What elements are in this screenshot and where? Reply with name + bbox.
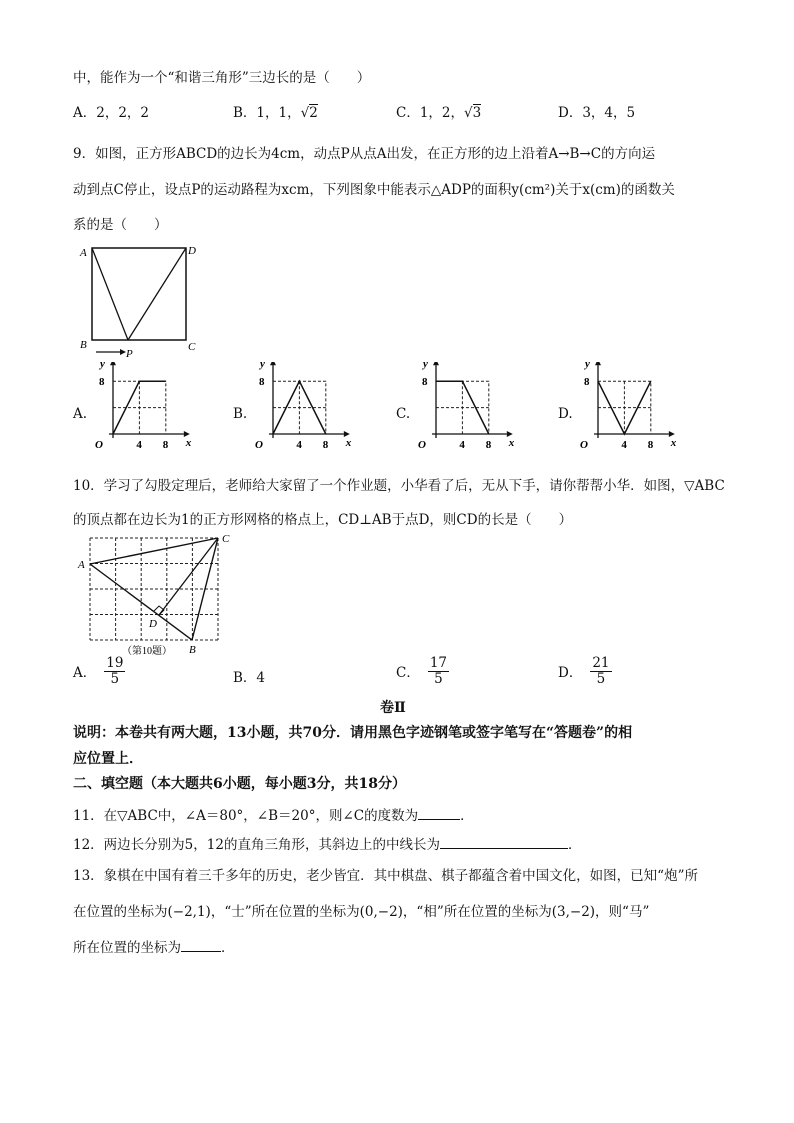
origin-label: O bbox=[95, 439, 103, 451]
label-d: D bbox=[149, 618, 157, 630]
segment-dp bbox=[128, 248, 186, 340]
q10-option-a bbox=[73, 656, 125, 687]
q8-option-b bbox=[233, 101, 318, 121]
q13-line-3 bbox=[73, 936, 235, 956]
section-note-2: 应位置上． bbox=[73, 751, 143, 767]
q8-option-b-text: B．1，1， bbox=[233, 105, 301, 121]
q9-option-b-label: B. bbox=[233, 406, 248, 422]
tick-label-x-8: 8 bbox=[647, 439, 654, 451]
segment-cd bbox=[159, 538, 218, 615]
x-axis-label: x bbox=[670, 437, 677, 449]
y-axis-arrow-icon bbox=[110, 362, 116, 365]
label-b: B bbox=[189, 644, 196, 656]
q12-period: ． bbox=[567, 837, 582, 853]
q9-option-a-label: A. bbox=[73, 406, 88, 422]
q10-line-1: 10．学习了勾股定理后，老师给大家留了一个作业题，小华看了后，无从下手，请你帮帮小华．如图，▽ABC bbox=[73, 478, 725, 494]
tick-label-x-8: 8 bbox=[485, 439, 492, 451]
tick-label-x-4: 4 bbox=[459, 439, 465, 451]
q12-text: 12．两边长分别为5，12的直角三角形，其斜边上的中线长为 bbox=[73, 837, 440, 853]
q9-square-figure bbox=[70, 238, 210, 363]
section-heading: 二、填空题（本大题共6小题，每小题3分，共18分） bbox=[73, 776, 406, 792]
y-axis-label: y bbox=[585, 362, 590, 371]
q13-line-1: 13．象棋在中国有着三千多年的历史，老少皆宜．其中棋盘、棋子都蕴含着中国文化，如图，已知“炮”所 bbox=[73, 868, 698, 884]
origin-label: O bbox=[418, 439, 426, 451]
x-axis-label: x bbox=[345, 437, 352, 449]
label-b: B bbox=[80, 339, 87, 351]
fraction bbox=[590, 656, 611, 687]
q13-text: 所在位置的坐标为 bbox=[73, 940, 181, 956]
tick-label-y-8: 8 bbox=[584, 376, 590, 389]
q10-option-d bbox=[558, 656, 612, 687]
denominator: 5 bbox=[110, 670, 120, 687]
q8-option-c-text: C．1，2， bbox=[396, 105, 465, 121]
x-axis-label: x bbox=[508, 437, 515, 449]
label-a: A bbox=[80, 247, 87, 259]
tick-label-x-8: 8 bbox=[162, 439, 169, 451]
square-abcd bbox=[92, 248, 186, 340]
segment-ac bbox=[90, 538, 218, 564]
q8-option-c bbox=[396, 101, 481, 121]
tick-label-x-8: 8 bbox=[322, 439, 329, 451]
q9-graph-c bbox=[411, 362, 521, 454]
q9-line-1: 9．如图，正方形ABCD的边长为4cm，动点P从点A出发，在正方形的边上沿着A→B→C的方向运 bbox=[73, 146, 656, 162]
tick-label-x-4: 4 bbox=[136, 439, 142, 451]
q10-line-2: 的顶点都在边长为1的正方形网格的格点上，CD⊥AB于点D，则CD的长是（ ） bbox=[73, 512, 573, 528]
q12-answer-blank[interactable] bbox=[440, 836, 568, 849]
tick-label-y-8: 8 bbox=[422, 376, 428, 389]
origin-label: O bbox=[255, 439, 263, 451]
q10-option-d-label: D． bbox=[558, 665, 583, 682]
fraction bbox=[428, 656, 449, 687]
y-axis-arrow-icon bbox=[433, 362, 439, 365]
section-note-1: 说明：本卷共有两大题，13小题，共70分．请用黑色字迹钢笔或签字笔写在“答题卷”的相 bbox=[73, 725, 633, 741]
q11-text: 11．在▽ABC中，∠A＝80°，∠B＝20°，则∠C的度数为 bbox=[73, 808, 419, 824]
q11-period: ． bbox=[460, 808, 474, 824]
q13-period: ． bbox=[221, 940, 235, 956]
label-p: P bbox=[126, 348, 133, 360]
q12 bbox=[73, 833, 581, 853]
sqrt-icon: √ bbox=[300, 105, 310, 121]
y-axis-label: y bbox=[260, 362, 265, 371]
y-axis-label: y bbox=[423, 362, 428, 371]
y-axis-arrow-icon bbox=[595, 362, 601, 365]
fraction bbox=[104, 656, 125, 687]
y-axis-arrow-icon bbox=[270, 362, 276, 365]
x-axis-label: x bbox=[185, 437, 192, 449]
q11-answer-blank[interactable] bbox=[418, 807, 460, 820]
q10-grid-figure bbox=[70, 530, 240, 656]
q8-option-b-radicand: 2 bbox=[309, 105, 318, 121]
origin-label: O bbox=[580, 439, 588, 451]
label-d: D bbox=[188, 245, 196, 257]
q9-option-c-label: C. bbox=[396, 406, 411, 422]
y-axis-label: y bbox=[100, 362, 105, 371]
label-c: C bbox=[222, 533, 230, 545]
q9-graph-b bbox=[248, 362, 358, 454]
q8-option-a: A．2，2，2 bbox=[73, 105, 150, 121]
q9-option-d-label: D. bbox=[558, 406, 573, 422]
numerator: 19 bbox=[106, 655, 124, 671]
section-title: 卷Ⅱ bbox=[380, 700, 406, 716]
q8-stem: 中，能作为一个“和谐三角形”三边长的是（ ） bbox=[73, 70, 371, 86]
segment-ap bbox=[92, 248, 128, 340]
q9-graph-d bbox=[573, 362, 683, 454]
label-a: A bbox=[78, 559, 85, 571]
q9-graph-a bbox=[88, 362, 198, 454]
q9-line-3: 系的是（ ） bbox=[73, 217, 168, 233]
q11 bbox=[73, 804, 474, 824]
q10-option-c-label: C． bbox=[396, 665, 420, 682]
denominator: 5 bbox=[434, 670, 443, 687]
figure-caption: （第10题） bbox=[122, 646, 172, 656]
q13-answer-blank[interactable] bbox=[181, 939, 221, 952]
sqrt-icon: √ bbox=[464, 105, 473, 121]
tick-label-x-4: 4 bbox=[621, 439, 627, 451]
numerator: 21 bbox=[592, 655, 610, 671]
q10-option-b: B．4 bbox=[233, 670, 266, 686]
numerator: 17 bbox=[429, 655, 448, 671]
tick-label-x-4: 4 bbox=[296, 439, 302, 451]
tick-label-y-8: 8 bbox=[99, 376, 105, 389]
q8-option-c-radicand: 3 bbox=[472, 105, 482, 121]
q10-option-c bbox=[396, 656, 449, 687]
denominator: 5 bbox=[596, 670, 606, 687]
q9-line-2: 动到点C停止，设点P的运动路程为xcm，下列图象中能表示△ADP的面积y(cm²)关于x(cm)的函数关 bbox=[73, 182, 675, 198]
q13-line-2: 在位置的坐标为(−2,1)，“士”所在位置的坐标为(0,−2)，“相”所在位置的坐标为(3,−2)，则“马” bbox=[73, 904, 650, 920]
q8-option-d: D．3，4，5 bbox=[558, 105, 636, 121]
tick-label-y-8: 8 bbox=[259, 376, 265, 389]
q10-option-a-label: A． bbox=[73, 665, 97, 682]
label-c: C bbox=[188, 341, 196, 353]
